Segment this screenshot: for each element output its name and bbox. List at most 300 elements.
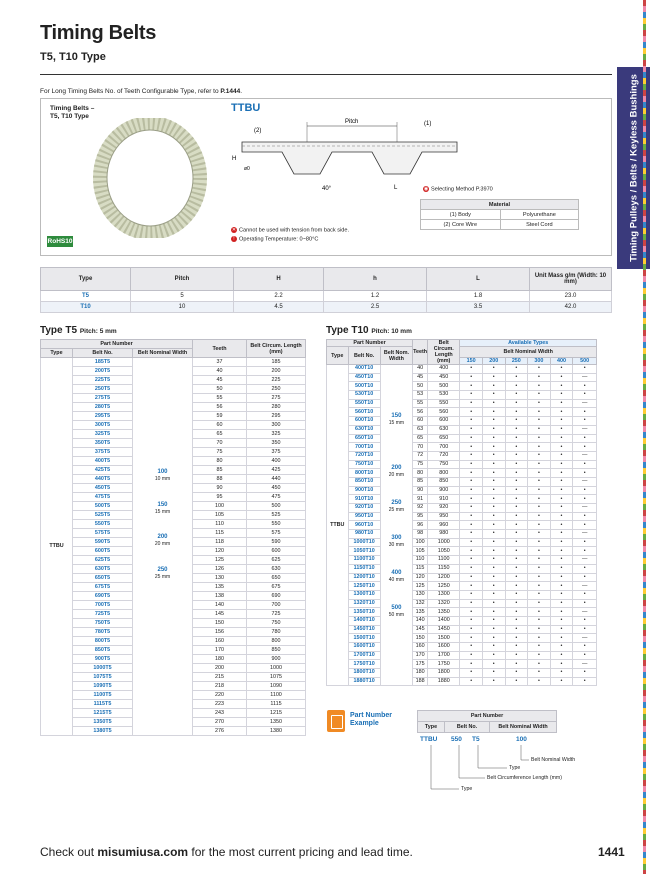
belt-number[interactable]: 1500T10	[348, 634, 380, 643]
belt-number[interactable]: 225T5	[73, 376, 133, 385]
availability-mark: •	[482, 660, 505, 669]
teeth-count: 156	[193, 628, 247, 637]
availability-mark: •	[482, 434, 505, 443]
availability-mark: •	[460, 425, 483, 434]
teeth-count: 125	[193, 556, 247, 565]
belt-number[interactable]: 1215T5	[73, 709, 133, 718]
belt-number[interactable]: 630T5	[73, 565, 133, 574]
belt-number[interactable]: 1380T5	[73, 727, 133, 736]
availability-mark: •	[573, 643, 597, 652]
belt-number[interactable]: 650T5	[73, 574, 133, 583]
belt-number[interactable]: 325T5	[73, 430, 133, 439]
belt-number[interactable]: 525T5	[73, 511, 133, 520]
belt-number[interactable]: 300T5	[73, 421, 133, 430]
belt-number[interactable]: 500T10	[348, 382, 380, 391]
belt-number[interactable]: 350T5	[73, 439, 133, 448]
table-row	[327, 469, 597, 478]
t5-type-cell: TTBU	[41, 358, 73, 736]
belt-number[interactable]: 1320T10	[348, 599, 380, 608]
availability-mark: •	[460, 504, 483, 513]
belt-number[interactable]: 560T10	[348, 408, 380, 417]
availability-mark: •	[550, 434, 573, 443]
belt-number[interactable]: 1750T10	[348, 660, 380, 669]
table-row	[327, 608, 597, 617]
lead-belt-length: Belt Circumference Length (mm)	[487, 775, 562, 781]
teeth-count: 65	[413, 434, 428, 443]
teeth-count: 80	[193, 457, 247, 466]
lead-type-base: Type	[461, 786, 473, 792]
availability-mark: •	[505, 504, 528, 513]
belt-number[interactable]: 1100T10	[348, 556, 380, 565]
availability-mark: •	[505, 477, 528, 486]
availability-mark: •	[482, 677, 505, 686]
belt-number[interactable]: 600T5	[73, 547, 133, 556]
belt-number[interactable]: 590T5	[73, 538, 133, 547]
belt-length: 1380	[247, 727, 306, 736]
footer-site-link[interactable]: misumiusa.com	[97, 845, 189, 859]
availability-mark: •	[505, 538, 528, 547]
availability-mark: •	[505, 469, 528, 478]
belt-length: 530	[428, 391, 460, 400]
belt-length: 700	[428, 443, 460, 452]
belt-number[interactable]: 500T5	[73, 502, 133, 511]
availability-mark: •	[460, 538, 483, 547]
table-row	[327, 408, 597, 417]
availability-mark: •	[482, 521, 505, 530]
belt-number[interactable]: 1100T5	[73, 691, 133, 700]
belt-length: 1075	[247, 673, 306, 682]
belt-number[interactable]: 800T5	[73, 637, 133, 646]
belt-number[interactable]: 700T10	[348, 443, 380, 452]
availability-mark: •	[528, 495, 551, 504]
teeth-count: 145	[193, 610, 247, 619]
availability-mark: •	[550, 521, 573, 530]
belt-length: 800	[428, 469, 460, 478]
teeth-count: 180	[413, 669, 428, 678]
belt-number[interactable]: 400T5	[73, 457, 133, 466]
belt-number[interactable]: 280T5	[73, 403, 133, 412]
belt-length: 325	[247, 430, 306, 439]
belt-length: 630	[428, 425, 460, 434]
table-row	[327, 486, 597, 495]
availability-mark: •	[505, 373, 528, 382]
belt-number[interactable]: 375T5	[73, 448, 133, 457]
availability-mark: •	[550, 669, 573, 678]
teeth-count: 180	[193, 655, 247, 664]
teeth-count: 55	[193, 394, 247, 403]
belt-length: 900	[428, 486, 460, 495]
belt-length: 600	[428, 417, 460, 426]
table-row	[327, 365, 597, 374]
belt-length: 280	[247, 403, 306, 412]
lead-belt-width: Belt Nominal Width	[531, 757, 576, 763]
availability-mark: •	[482, 625, 505, 634]
spec-row: T5 5 2.2 1.2 1.8 23.0	[41, 291, 612, 302]
availability-mark: •	[482, 547, 505, 556]
belt-number[interactable]: 750T10	[348, 460, 380, 469]
belt-number[interactable]: 780T5	[73, 628, 133, 637]
availability-mark: •	[482, 486, 505, 495]
belt-number[interactable]: 725T5	[73, 610, 133, 619]
belt-number[interactable]: 850T10	[348, 477, 380, 486]
teeth-count: 88	[193, 475, 247, 484]
belt-number[interactable]: 650T10	[348, 434, 380, 443]
teeth-count: 80	[413, 469, 428, 478]
belt-length: 590	[247, 538, 306, 547]
t10-width-cell	[380, 365, 412, 686]
availability-mark: •	[528, 590, 551, 599]
availability-mark: •	[460, 391, 483, 400]
availability-mark: •	[528, 391, 551, 400]
availability-mark: •	[573, 460, 597, 469]
belt-number[interactable]: 850T5	[73, 646, 133, 655]
belt-number[interactable]: 800T10	[348, 469, 380, 478]
belt-number[interactable]: 625T5	[73, 556, 133, 565]
teeth-count: 200	[193, 664, 247, 673]
availability-mark: •	[528, 538, 551, 547]
belt-number[interactable]: 630T10	[348, 425, 380, 434]
belt-number[interactable]: 675T5	[73, 583, 133, 592]
belt-length: 400	[428, 365, 460, 374]
warning-tension: ✕ Cannot be used with tension from back side.	[231, 227, 350, 234]
teeth-count: 65	[193, 430, 247, 439]
belt-number[interactable]: 750T5	[73, 619, 133, 628]
belt-length: 750	[247, 619, 306, 628]
availability-mark: •	[573, 391, 597, 400]
teeth-count: 95	[413, 512, 428, 521]
belt-number[interactable]: 720T10	[348, 451, 380, 460]
belt-number[interactable]: 1200T10	[348, 573, 380, 582]
belt-length: 575	[247, 529, 306, 538]
availability-mark: •	[505, 391, 528, 400]
teeth-count: 90	[193, 484, 247, 493]
availability-mark: •	[573, 547, 597, 556]
belt-length: 1115	[247, 700, 306, 709]
belt-number[interactable]: 1700T10	[348, 651, 380, 660]
table-row	[327, 460, 597, 469]
belt-number[interactable]: 910T10	[348, 495, 380, 504]
table-row	[327, 425, 597, 434]
availability-mark: •	[528, 556, 551, 565]
availability-mark: •	[528, 417, 551, 426]
availability-mark: •	[460, 625, 483, 634]
example-pitch-value: T5	[472, 736, 480, 743]
belt-length: 725	[247, 610, 306, 619]
availability-mark: •	[550, 599, 573, 608]
availability-mark: •	[550, 625, 573, 634]
availability-mark: •	[528, 477, 551, 486]
availability-mark: •	[460, 399, 483, 408]
part-number-example-label: Part Number Example	[350, 712, 393, 727]
belt-number[interactable]: 450T5	[73, 484, 133, 493]
body-callout: (1)	[424, 121, 432, 127]
belt-length: 800	[247, 637, 306, 646]
teeth-count: 45	[193, 376, 247, 385]
availability-mark: •	[505, 608, 528, 617]
belt-length: 1450	[428, 625, 460, 634]
table-row	[327, 434, 597, 443]
belt-number[interactable]: 450T10	[348, 373, 380, 382]
belt-length: 1300	[428, 590, 460, 599]
availability-mark: •	[573, 590, 597, 599]
belt-number[interactable]: 275T5	[73, 394, 133, 403]
availability-mark: •	[505, 599, 528, 608]
nominal-width: 100 10 mm	[154, 468, 171, 482]
nominal-width: 200 20 mm	[154, 534, 171, 548]
belt-number[interactable]: 1350T10	[348, 608, 380, 617]
teeth-count: 40	[193, 367, 247, 376]
h-small-label: ø0	[244, 166, 250, 172]
availability-mark: •	[528, 660, 551, 669]
nominal-width: 400 40 mm	[388, 569, 405, 583]
availability-mark: •	[528, 643, 551, 652]
table-row	[327, 530, 597, 539]
belt-number[interactable]: 550T10	[348, 399, 380, 408]
availability-mark: •	[528, 608, 551, 617]
belt-length: 560	[428, 408, 460, 417]
example-leader-lines	[425, 745, 565, 795]
availability-mark: •	[550, 391, 573, 400]
teeth-count: 215	[193, 673, 247, 682]
availability-mark: •	[550, 425, 573, 434]
availability-mark: •	[482, 373, 505, 382]
belt-number[interactable]: 1350T5	[73, 718, 133, 727]
availability-mark: •	[482, 451, 505, 460]
availability-mark: •	[482, 399, 505, 408]
belt-number[interactable]: 600T10	[348, 417, 380, 426]
availability-mark: •	[528, 669, 551, 678]
belt-length: 400	[247, 457, 306, 466]
availability-mark: •	[505, 590, 528, 599]
belt-length: 600	[247, 547, 306, 556]
belt-number[interactable]: 425T5	[73, 466, 133, 475]
belt-number[interactable]: 900T5	[73, 655, 133, 664]
teeth-count: 37	[193, 358, 247, 367]
availability-mark: •	[573, 408, 597, 417]
table-row	[327, 669, 597, 678]
availability-mark: •	[460, 634, 483, 643]
availability-mark: —	[573, 399, 597, 408]
footer-note: Check out misumiusa.com for the most current pricing and lead time.	[40, 845, 413, 859]
table-row	[327, 443, 597, 452]
selecting-method[interactable]: ◉ Selecting Method P.3970	[423, 186, 493, 193]
belt-number[interactable]: 700T5	[73, 601, 133, 610]
belt-number[interactable]: 440T5	[73, 475, 133, 484]
belt-number[interactable]: 1000T5	[73, 664, 133, 673]
availability-mark: •	[482, 616, 505, 625]
belt-length: 440	[247, 475, 306, 484]
availability-mark: •	[460, 521, 483, 530]
teeth-count: 91	[413, 495, 428, 504]
part-number-example-icon	[327, 710, 345, 732]
belt-number[interactable]: 295T5	[73, 412, 133, 421]
availability-mark: •	[550, 616, 573, 625]
availability-mark: •	[482, 651, 505, 660]
belt-number[interactable]: 1050T10	[348, 547, 380, 556]
teeth-count: 132	[413, 599, 428, 608]
example-type-value: TTBU	[420, 736, 438, 743]
teeth-count: 72	[413, 451, 428, 460]
availability-mark: •	[573, 616, 597, 625]
belt-number[interactable]: 1300T10	[348, 590, 380, 599]
availability-mark: •	[505, 651, 528, 660]
belt-number[interactable]: 550T5	[73, 520, 133, 529]
availability-mark: •	[573, 677, 597, 686]
availability-mark: •	[505, 512, 528, 521]
available-width-col: 250	[505, 358, 528, 365]
title-rule	[40, 74, 612, 75]
belt-number[interactable]: 960T10	[348, 521, 380, 530]
belt-number[interactable]: 1600T10	[348, 643, 380, 652]
availability-mark: •	[505, 460, 528, 469]
availability-mark: •	[505, 625, 528, 634]
belt-length: 850	[247, 646, 306, 655]
teeth-count: 160	[193, 637, 247, 646]
availability-mark: •	[528, 373, 551, 382]
availability-mark: •	[528, 451, 551, 460]
availability-mark: •	[482, 425, 505, 434]
table-row	[327, 651, 597, 660]
availability-mark: •	[505, 616, 528, 625]
belt-number[interactable]: 690T5	[73, 592, 133, 601]
nominal-width: 500 50 mm	[388, 604, 405, 618]
belt-length: 1800	[428, 669, 460, 678]
belt-length: 1215	[247, 709, 306, 718]
availability-mark: •	[550, 582, 573, 591]
availability-mark: •	[528, 486, 551, 495]
availability-mark: •	[460, 643, 483, 652]
availability-mark: •	[573, 417, 597, 426]
info-icon: !	[231, 236, 237, 242]
availability-mark: •	[528, 599, 551, 608]
availability-mark: —	[573, 582, 597, 591]
belt-length: 1350	[428, 608, 460, 617]
note-page-link[interactable]: P.1444	[220, 88, 241, 95]
t10-table: Part Number Teeth Belt Circum. Length (mm) Available Types Type Belt No. Belt Nom. Width Belt Nominal Width 150 200 250 300 400 500 TTBU 400T10 150 15 mm 200 20 mm 250 25 mm 300 30 mm 400 40 mm 500 50 mm 40 400 • • • • • • 450T10 45 450 • • • • • — 500T10 50 500 • • • • • • 530T10 53 530 • • • • • • 550T10 55 550 • • • • • — 560T10 56 560 • • • • • • 600T10 60 600 • • • • • • 630T10 63 630 • • • • • — 650T10 65 650 • • • • • • 700T10 70 700 • • • • • • 720T10 72 720 • • • • • — 750T10 75 750 • • • • • • 800T10 80 800 • • • • • • 850T10 85 850 • • • • • — 900T10 90 900 • • • • • • 910T10 91 910 • • • • • • 920T10 92 920 • • • • • — 950T10 95 950 • • • • • • 960T10 96 960 • • • • • • 980T10 98 980 • • • • • — 1000T10 100 1000 • • • • • • 1050T10 105 1050 • • • • • • 1100T10 110 1100 • • • • • — 1150T10 115 1150 • • • • • • 1200T10 120 1200 • • • • • • 1250T10 125 1250 • • • • • — 1300T10 130 1300 • • • • • • 1320T10 132 1320 • • • • • • 1350T10 135 1350 • • • • • — 1400T10 140 1400 • • • • • • 1450T10 145 1450 • • • • • • 1500T10 150 1500 • • • • • — 1600T10 160 1600 • • • • • • 1700T10 170 1700 • • • • • • 1750T10 175 1750 • • • • • — 1800T10 180 1800 • • • • • • 1880T10 188 1880 • • • • • •	[326, 339, 597, 686]
availability-mark: •	[460, 651, 483, 660]
belt-number[interactable]: 1450T10	[348, 625, 380, 634]
belt-length: 1600	[428, 643, 460, 652]
belt-number[interactable]: 530T10	[348, 391, 380, 400]
belt-number[interactable]: 250T5	[73, 385, 133, 394]
belt-number[interactable]: 185T5	[73, 358, 133, 367]
belt-number[interactable]: 1880T10	[348, 677, 380, 686]
availability-mark: •	[573, 521, 597, 530]
availability-mark: •	[550, 460, 573, 469]
belt-length: 920	[428, 504, 460, 513]
availability-mark: •	[505, 408, 528, 417]
belt-number[interactable]: 1800T10	[348, 669, 380, 678]
belt-length: 1000	[428, 538, 460, 547]
availability-mark: •	[460, 590, 483, 599]
available-width-col: 300	[528, 358, 551, 365]
l-label: L	[394, 185, 398, 191]
belt-number[interactable]: 900T10	[348, 486, 380, 495]
belt-length: 250	[247, 385, 306, 394]
belt-length: 1750	[428, 660, 460, 669]
belt-number[interactable]: 400T10	[348, 365, 380, 374]
belt-number[interactable]: 980T10	[348, 530, 380, 539]
availability-mark: •	[528, 547, 551, 556]
nominal-width: 200 20 mm	[388, 465, 405, 479]
availability-mark: •	[482, 469, 505, 478]
belt-number[interactable]: 1000T10	[348, 538, 380, 547]
teeth-count: 120	[413, 573, 428, 582]
belt-number[interactable]: 950T10	[348, 512, 380, 521]
availability-mark: •	[550, 382, 573, 391]
availability-mark: •	[573, 669, 597, 678]
availability-mark: •	[460, 434, 483, 443]
belt-number[interactable]: 1150T10	[348, 564, 380, 573]
teeth-count: 92	[413, 504, 428, 513]
availability-mark: •	[482, 365, 505, 374]
teeth-count: 85	[413, 477, 428, 486]
belt-length: 700	[247, 601, 306, 610]
table-row	[327, 677, 597, 686]
availability-mark: •	[550, 590, 573, 599]
availability-mark: •	[482, 391, 505, 400]
belt-length: 720	[428, 451, 460, 460]
availability-mark: •	[505, 399, 528, 408]
availability-mark: •	[528, 443, 551, 452]
availability-mark: •	[505, 573, 528, 582]
teeth-count: 243	[193, 709, 247, 718]
belt-length: 900	[247, 655, 306, 664]
belt-length: 630	[247, 565, 306, 574]
availability-mark: •	[550, 417, 573, 426]
belt-length: 500	[247, 502, 306, 511]
belt-length: 780	[247, 628, 306, 637]
availability-mark: •	[528, 382, 551, 391]
belt-number[interactable]: 1400T10	[348, 616, 380, 625]
belt-number[interactable]: 1250T10	[348, 582, 380, 591]
belt-number[interactable]: 200T5	[73, 367, 133, 376]
availability-mark: •	[550, 399, 573, 408]
belt-number[interactable]: 1115T5	[73, 700, 133, 709]
availability-mark: •	[460, 443, 483, 452]
availability-mark: •	[550, 608, 573, 617]
availability-mark: •	[528, 677, 551, 686]
availability-mark: •	[550, 451, 573, 460]
available-width-col: 150	[460, 358, 483, 365]
belt-number[interactable]: 1075T5	[73, 673, 133, 682]
availability-mark: •	[528, 573, 551, 582]
availability-mark: —	[573, 373, 597, 382]
teeth-count: 105	[193, 511, 247, 520]
belt-number[interactable]: 920T10	[348, 504, 380, 513]
availability-mark: •	[528, 634, 551, 643]
table-row	[327, 547, 597, 556]
availability-mark: •	[573, 443, 597, 452]
availability-mark: •	[550, 677, 573, 686]
availability-mark: •	[460, 365, 483, 374]
belt-length: 295	[247, 412, 306, 421]
teeth-count: 120	[193, 547, 247, 556]
availability-mark: •	[460, 382, 483, 391]
availability-mark: •	[460, 677, 483, 686]
belt-length: 910	[428, 495, 460, 504]
teeth-count: 75	[413, 460, 428, 469]
availability-mark: •	[550, 538, 573, 547]
belt-number[interactable]: 475T5	[73, 493, 133, 502]
availability-mark: •	[460, 477, 483, 486]
availability-mark: •	[550, 486, 573, 495]
belt-number[interactable]: 1090T5	[73, 682, 133, 691]
availability-mark: •	[550, 408, 573, 417]
teeth-count: 145	[413, 625, 428, 634]
availability-mark: •	[528, 469, 551, 478]
belt-number[interactable]: 575T5	[73, 529, 133, 538]
